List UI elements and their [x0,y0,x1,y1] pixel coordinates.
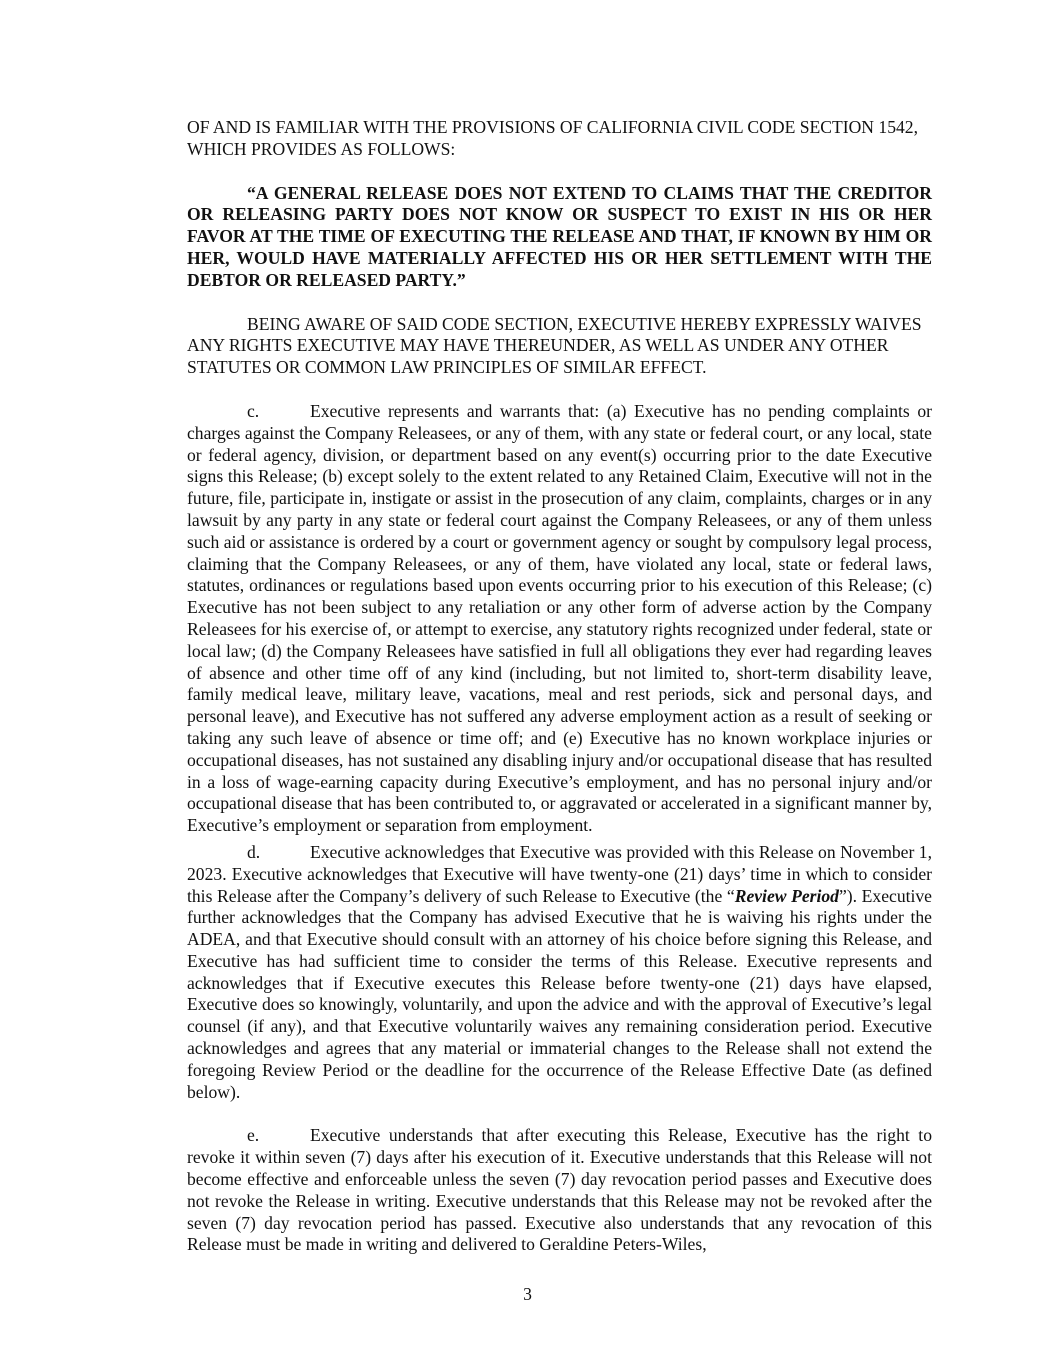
document-page [187,117,932,1256]
waiver-paragraph: BEING AWARE OF SAID CODE SECTION, EXECUTIVE HEREBY EXPRESSLY WAIVES ANY RIGHTS EXECUTIVE MAY HAVE THEREUNDER, AS WELL AS UNDER ANY OTHER STATUTES OR COMMON LAW PRINCIPLES OF SIMILAR EFFECT. [187,313,922,378]
section-c-label: c. [247,400,260,421]
section-d-label: d. [247,841,261,862]
section-e-text: Executive understands that after executing this Release, Executive has the right to revoke it within seven (7) days after his execution of it. Executive understands that this Release will not become effective and enforceable unless the seven (7) day revocation period passes and Executive does not revoke the Release in writing. Executive understands that this Release may not be revoked after the seven (7) day revocation period has passed. Executive also understands that any revocation of this Release must be made in writing and delivered to Geraldine Peters-Wiles, [187,1125,932,1255]
section-c-paragraph [187,401,932,837]
review-period-defined-term: Review Period [734,885,839,906]
page-number: 3 [523,1284,532,1304]
section-e-paragraph [187,1125,932,1256]
caps-intro-paragraph: OF AND IS FAMILIAR WITH THE PROVISIONS OF CALIFORNIA CIVIL CODE SECTION 1542, WHICH PROVIDES AS FOLLOWS: [187,117,918,159]
section-c-text: Executive represents and warrants that: (a) Executive has no pending complaints or charges against the Company Releasees, or any of them, with any state or federal court, or any local, state or federal agency, division, or department based on any event(s) occurring prior to the date Executive signs this Release; (b) except solely to the extent related to any Retained Claim, Executive will not in the future, file, participate in, instigate or assist in the prosecution of any claim, complaints, charges or in any lawsuit by any party in any state or federal court against the Company Releasees, or any of them unless such aid or assistance is ordered by a court or government agency or sought by compulsory legal process, claiming that the Company Releasees, or any of them, have violated any local, state or federal laws, statutes, ordinances or regulations based upon events occurring prior to his execution of this Release; (c) Executive has not been subject to any retaliation or any other form of adverse action by the Company Releasees for his exercise of, or attempt to exercise, any statutory rights recognized under federal, state or local law; (d) the Company Releasees have satisfied in full all obligations they ever had regarding leaves of absence and other time off of any kind (including, but not limited to, short-term disability leave, family medical leave, military leave, vacations, meal and rest periods, sick and personal days, and personal leave), and Executive has not suffered any adverse employment action as a result of seeking or taking any such leave of absence or time off; and (e) Executive has no known workplace injuries or occupational diseases, has not sustained any disabling injury and/or occupational disease that has resulted in a loss of wage-earning capacity during Executive’s employment, and has no personal injury and/or occupational disease that has been contributed to, or aggravated or accelerated in a significant manner by, Executive’s employment or separation from employment. [187,400,932,836]
section-d-text-before: Executive acknowledges that Executive was provided with this Release on November 1, 2023. Executive acknowledges that Executive will have twenty-one (21) days’ time in which to consider this Release after the Company’s delivery of such Release to Executive (the “ [187,841,932,906]
civil-code-1542-quote: “A GENERAL RELEASE DOES NOT EXTEND TO CLAIMS THAT THE CREDITOR OR RELEASING PARTY DOES NOT KNOW OR SUSPECT TO EXIST IN HIS OR HER FAVOR AT THE TIME OF EXECUTING THE RELEASE AND THAT, IF KNOWN BY HIM OR HER, WOULD HAVE MATERIALLY AFFECTED HIS OR HER SETTLEMENT WITH THE DEBTOR OR RELEASED PARTY.” [187,182,932,290]
section-e-label: e. [247,1125,260,1146]
section-d-text-after: ”). Executive further acknowledges that the Company has advised Executive that he is waiving his rights under the ADEA, and that Executive should consult with an attorney of his choice before signing this Release, and Executive has had sufficient time to consider the terms of this Release. Executive represents and acknowledges that if Executive executes this Release before twenty-one (21) days have elapsed, Executive does so knowingly, voluntarily, and upon the advice and with the approval of Executive’s legal counsel (if any), and that Executive voluntarily waives any remaining consideration period. Executive acknowledges and agrees that any material or immaterial changes to the Release shall not extend the foregoing Review Period or the deadline for the occurrence of the Release Effective Date (as defined below). [187,885,932,1102]
section-d-paragraph [187,842,932,1104]
